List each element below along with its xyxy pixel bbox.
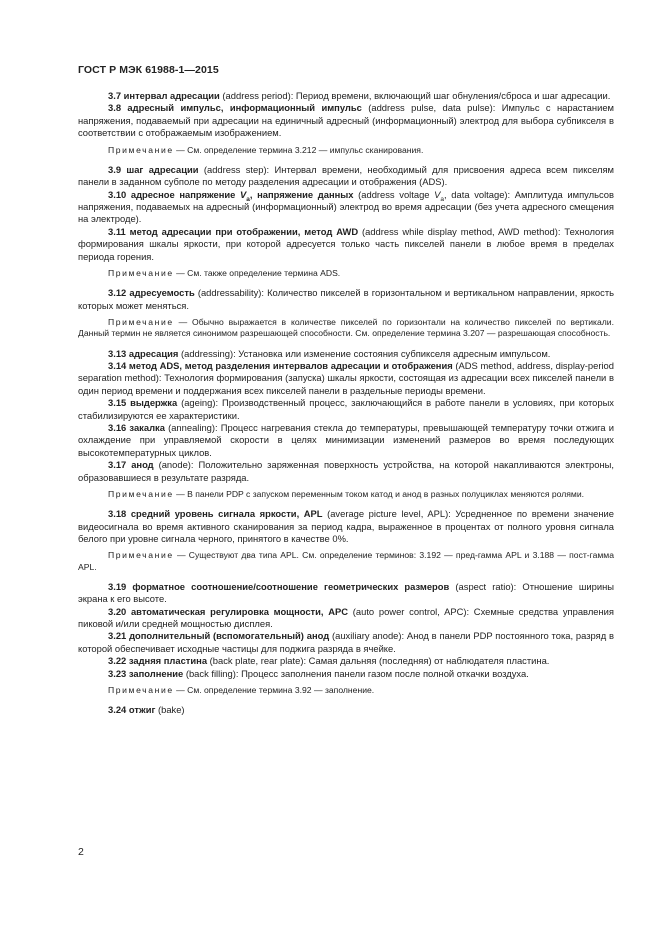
term: 3.9 шаг адресации	[108, 163, 199, 175]
note	[78, 268, 614, 279]
definition: (anode): Положительно заряженная поверхность устройства, на которой накапливаются электроны, образовавшиеся в результате разряда.	[78, 459, 614, 483]
definition: (average picture level, APL): Усредненное по времени значение видеосигнала во время активного сканирования за период кадра, выраженное в процентах от полного уровня сигнала белого при уровне сигнала черного, принятого в качестве 0%.	[78, 508, 615, 544]
note	[78, 489, 614, 500]
definition: (auxiliary anode): Анод в панели PDP постоянного тока, разряд в которой обеспечивает исходные частицы для поджига разряда в ячейке.	[78, 630, 614, 654]
term: 3.24 отжиг	[108, 704, 156, 716]
term-subscript: a	[246, 195, 250, 203]
term: 3.7 интервал адресации	[108, 90, 220, 101]
note-label: Примечание	[108, 317, 174, 328]
definition: (address step): Интервал времени, необходимый для присвоения адреса всем пикселям панели в заданном субполе по методу разделения адресации и отображения (ADS).	[78, 163, 614, 188]
entry-3-10	[78, 189, 614, 226]
term: 3.13 адресация	[108, 347, 179, 359]
definition-subscript: a	[440, 195, 445, 203]
term: 3.12 адресуемость	[108, 287, 195, 299]
entry-3-16	[78, 422, 614, 459]
note-label: Примечание	[108, 550, 174, 561]
definition: (annealing): Процесс нагревания стекла до температуры, превышающей температуру точки отжига и охлаждение при управляемой скорости в целях минимизации изменений размеров во время последующих высокотемпературных циклов.	[78, 421, 615, 458]
entry-3-7	[78, 90, 614, 102]
definition: (auto power control, APC): Схемные средства управления пиковой и/или средней мощностью дисплея.	[78, 605, 614, 630]
term: 3.19 форматное соотношение/соотношение геометрических размеров	[108, 580, 450, 592]
entry-3-8	[78, 102, 614, 139]
note-label: Примечание	[108, 144, 174, 155]
term: 3.11 метод адресации при отображении, метод AWD	[108, 225, 359, 237]
entry-3-24	[78, 704, 614, 716]
note-label: Примечание	[108, 268, 174, 279]
note-text: — См. определение термина 3.92 — заполнение.	[173, 685, 375, 696]
term: 3.17 анод	[108, 459, 154, 471]
note	[78, 550, 614, 572]
definition: (addressability): Количество пикселей в горизонтальном и вертикальном направлении, яркость которых может меняться.	[78, 287, 614, 311]
definition: (address while display method, AWD method): Технология формирования шкалы яркости, при которой адресуется только часть пикселей панели в любое время в пределах периода горения.	[78, 225, 614, 262]
entry-3-21	[78, 630, 614, 655]
note-text: — См. также определение термина ADS.	[173, 268, 341, 279]
entry-3-19	[78, 581, 614, 606]
note	[78, 317, 614, 339]
term-part: , напряжение данных	[249, 188, 354, 200]
term: 3.22 задняя пластина	[108, 655, 208, 667]
document-header: ГОСТ Р МЭК 61988-1—2015	[78, 64, 219, 76]
note-text: — Существуют два типа APL. См. определение терминов: 3.192 — пред-гамма APL и 3.188 — пост-гамма APL.	[78, 550, 614, 572]
definition: (back plate, rear plate): Самая дальняя (последняя) от наблюдателя пластина.	[207, 655, 550, 667]
definition: (ADS method, address, display-period separation method): Технология формирования (запуска) шкалы яркости, состоящая из адресации всех пикселей панели в один период времени и поддержания всех пикселей панели в раздельные периоды времени.	[78, 359, 614, 396]
term: 3.20 автоматическая регулировка мощности, APC	[108, 605, 349, 617]
definition: (back filling): Процесс заполнения панели газом после полной откачки воздуха.	[183, 667, 529, 679]
entry-3-18	[78, 508, 614, 545]
page-number: 2	[78, 846, 84, 858]
definition: (addressing): Установка или изменение состояния субпикселя адресным импульсом.	[178, 347, 551, 359]
entry-3-9	[78, 164, 614, 189]
term: 3.16 закалка	[108, 421, 165, 433]
entry-3-12	[78, 287, 614, 312]
entry-3-20	[78, 606, 614, 631]
definition: (ageing): Производственный процесс, заключающийся в работе панели в условиях, при которых стабилизируются ее характеристики.	[78, 397, 614, 421]
note	[78, 685, 614, 696]
term: 3.8 адресный импульс, информационный импульс	[108, 102, 362, 114]
definition-part: (address voltage	[353, 188, 435, 200]
entry-3-14	[78, 360, 614, 397]
definition: (address period): Период времени, включающий шаг обнуления/сброса и шаг адресации.	[219, 90, 611, 101]
note-text: — В панели PDP с запуском переменным током катод и анод в разных полуциклах меняются ролями.	[173, 488, 585, 499]
entry-3-22	[78, 655, 614, 667]
term: 3.15 выдержка	[108, 397, 178, 409]
entry-3-15	[78, 397, 614, 422]
note-text: — Обычно выражается в количестве пикселей по горизонтали на количество пикселей по вертикали. Данный термин не является синонимом разрешающей способности. См. определение термина 3.207 — разрешающая способность.	[78, 317, 614, 339]
definition-symbol: V	[434, 188, 441, 200]
note-label: Примечание	[108, 488, 174, 499]
entry-3-11	[78, 226, 614, 263]
entry-3-13	[78, 348, 614, 360]
document-body	[78, 90, 614, 717]
term-symbol: V	[240, 188, 247, 200]
note	[78, 145, 614, 156]
term: 3.18 средний уровень сигнала яркости, APL	[108, 508, 323, 520]
definition: (bake)	[155, 704, 185, 716]
note-text: — См. определение термина 3.212 — импульс сканирования.	[173, 144, 424, 155]
term-part: 3.10 адресное напряжение	[108, 188, 240, 200]
definition: (address pulse, data pulse): Импульс с нарастанием напряжения, подаваемый при адресации на единичный адресный (информационный) электрод для выбора субпикселя в соответствии с отображаемым изображением.	[78, 102, 614, 139]
term	[108, 188, 354, 203]
entry-3-17	[78, 459, 614, 484]
entry-3-23	[78, 668, 614, 680]
definition-part: , data voltage): Амплитуда импульсов напряжения, подаваемых на адресный (информационный) электрод во время адресации (без учета адресного смещения на электроде).	[78, 188, 614, 225]
note-label: Примечание	[108, 685, 174, 696]
term: 3.23 заполнение	[108, 667, 184, 679]
term: 3.14 метод ADS, метод разделения интервалов адресации и отображения	[108, 359, 453, 371]
definition: (aspect ratio): Отношение ширины экрана к его высоте.	[78, 580, 614, 605]
term: 3.21 дополнительный (вспомогательный) анод	[108, 630, 330, 642]
